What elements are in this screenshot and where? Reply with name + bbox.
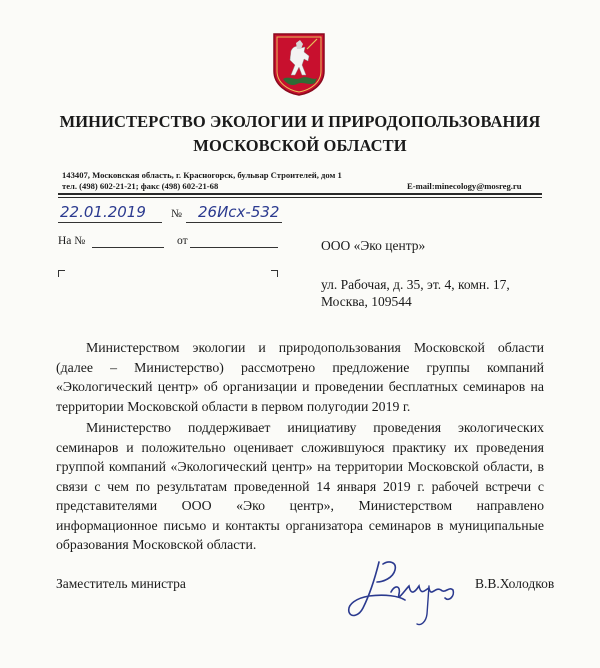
paragraph-line: группой компаний «Экологический центр» на территории Московской области, в	[56, 459, 544, 474]
recipient-address-line2: Москва, 109544	[321, 294, 412, 309]
reply-line	[92, 247, 164, 248]
header-rule-thin	[58, 197, 542, 198]
paragraph-line: территории Московской области в первом полугодии 2019 г.	[56, 398, 411, 414]
number-line	[186, 222, 282, 223]
ministry-title-line1: МИНИСТЕРСТВО ЭКОЛОГИИ И ПРИРОДОПОЛЬЗОВАНИЯ	[59, 112, 541, 131]
body-paragraph-2	[56, 418, 544, 555]
ministry-phone-fax: тел. (498) 602-21-21; факс (498) 602-21-68	[62, 181, 219, 191]
signatory-position: Заместитель министра	[56, 576, 186, 591]
address-corner-left-mark	[58, 270, 65, 277]
paragraph-line: образования Московской области.	[56, 537, 257, 552]
paragraph-line: связи с чем по результатам проведенной 14 января 2019 г. рабочей встречи с	[56, 478, 544, 494]
ministry-email: E-mail:minecology@mosreg.ru	[407, 181, 522, 191]
ministry-address: 143407, Московская область, г. Красногорск, бульвар Строителей, дом 1	[62, 170, 342, 180]
handwritten-number: 26Исх-532	[198, 203, 280, 221]
signatory-name: В.В.Холодков	[475, 576, 555, 591]
body-paragraph-1	[56, 338, 544, 416]
reply-label: На №	[58, 235, 86, 247]
paragraph-line: Министерством экологии и природопользования Московской области	[86, 340, 544, 355]
paragraph-line: «Экологический центр» об организации и проведении бесплатных семинаров на	[56, 379, 544, 394]
number-label: №	[171, 208, 182, 220]
coat-of-arms-icon	[271, 31, 327, 97]
handwritten-signature	[345, 556, 465, 630]
paragraph-line: информационное письмо и контакты организатора семинаров в муниципальные	[56, 517, 544, 533]
recipient-organization: ООО «Эко центр»	[321, 238, 426, 253]
from-label: от	[177, 235, 188, 247]
address-corner-right-mark	[271, 270, 278, 277]
paragraph-line: представителями ООО «Эко центр», Министерством направлено	[56, 498, 544, 513]
from-line	[190, 247, 278, 248]
header-rule	[58, 193, 542, 195]
paragraph-line: семинаров и положительно оценивает сложившуюся практику их проведения	[56, 439, 544, 455]
paragraph-line: Министерство поддерживает инициативу проведения экологических	[86, 420, 544, 435]
ministry-title-line2: МОСКОВСКОЙ ОБЛАСТИ	[193, 136, 407, 155]
paragraph-line: (далее – Министерство) рассмотрено предложение группы компаний	[56, 359, 544, 375]
date-line	[58, 222, 162, 223]
handwritten-date: 22.01.2019	[60, 203, 146, 221]
recipient-address-line1: ул. Рабочая, д. 35, эт. 4, комн. 17,	[321, 277, 510, 292]
